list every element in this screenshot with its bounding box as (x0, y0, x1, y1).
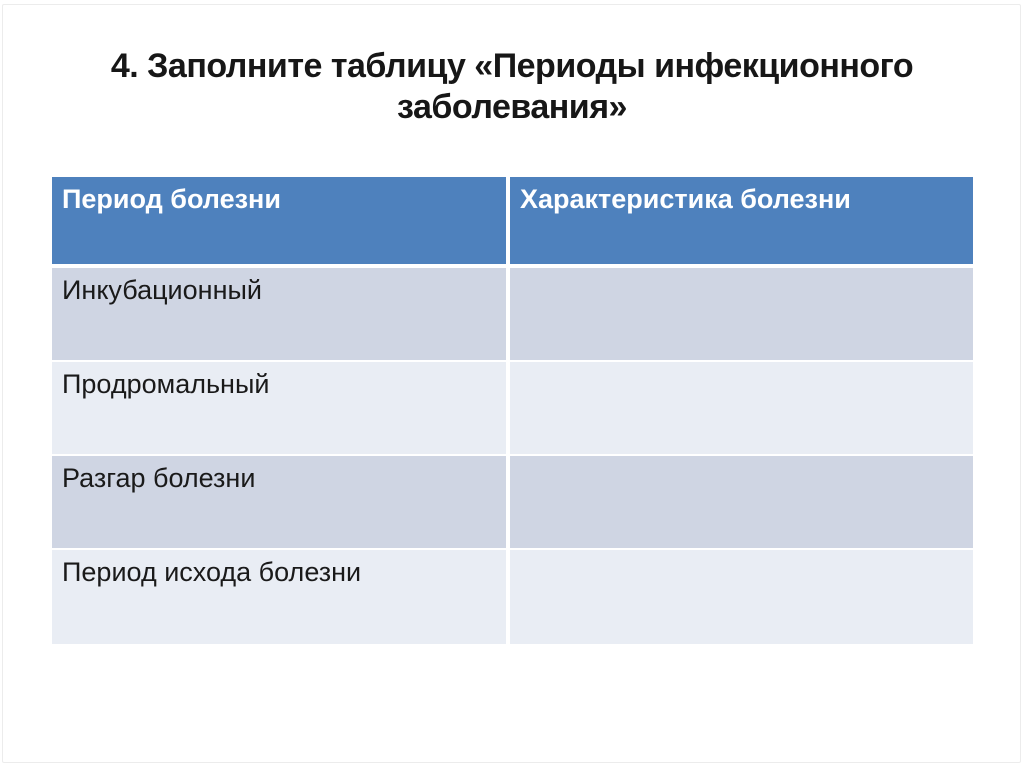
table-row (52, 362, 973, 456)
table-row (52, 550, 973, 644)
cell-characteristic-empty (510, 268, 973, 362)
periods-table (52, 177, 973, 644)
cell-period: Разгар болезни (52, 456, 510, 550)
column-header-characteristic: Характеристика болезни (510, 177, 973, 268)
table-row (52, 456, 973, 550)
cell-characteristic-empty (510, 550, 973, 644)
cell-characteristic-empty (510, 362, 973, 456)
cell-period: Продромальный (52, 362, 510, 456)
slide-title: 4. Заполните таблицу «Периоды инфекционного заболевания» (110, 47, 914, 127)
cell-period: Инкубационный (52, 268, 510, 362)
cell-period: Период исхода болезни (52, 550, 510, 644)
cell-characteristic-empty (510, 456, 973, 550)
table-header-row (52, 177, 973, 268)
table-row (52, 268, 973, 362)
column-header-period: Период болезни (52, 177, 510, 268)
